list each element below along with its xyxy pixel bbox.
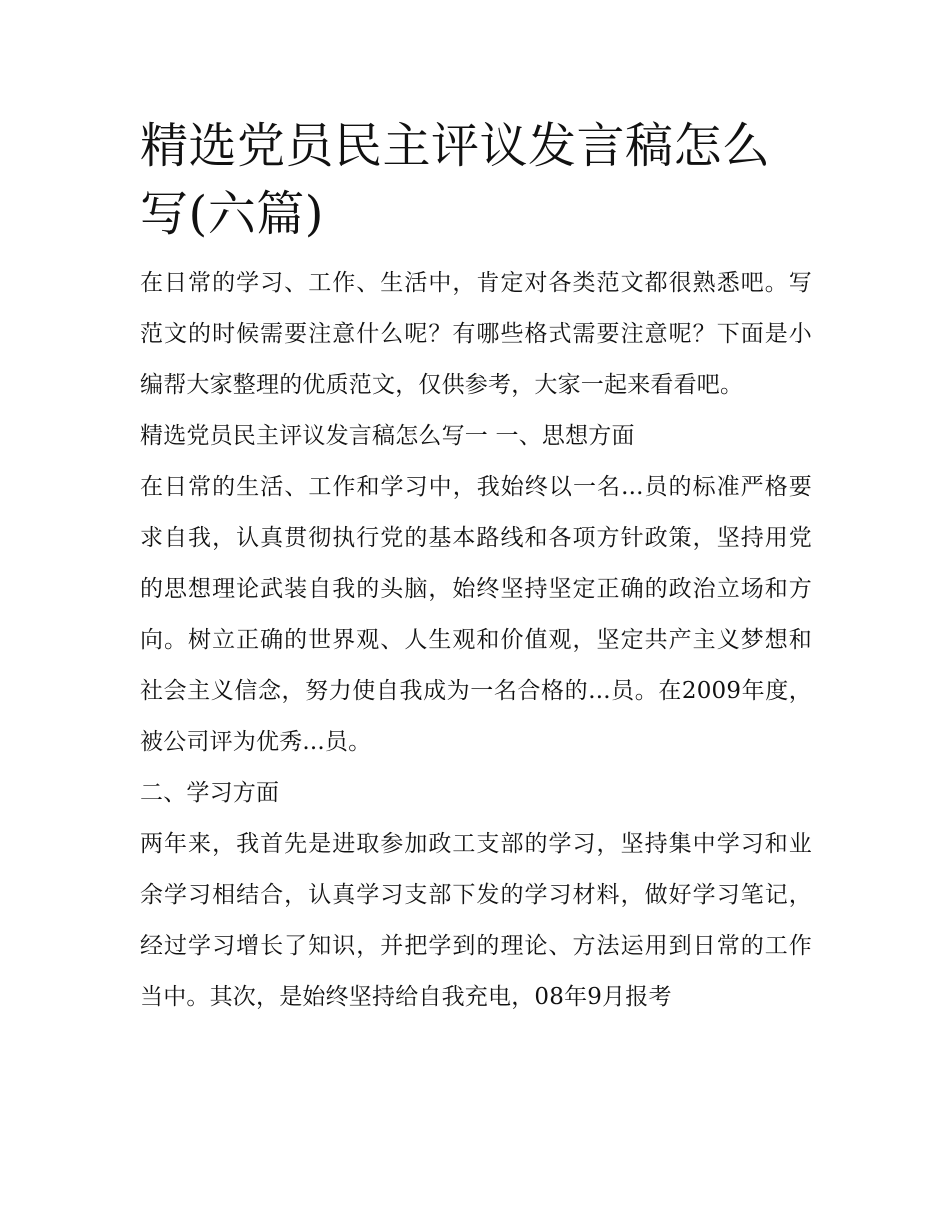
section-heading-thought: 精选党员民主评议发言稿怎么写一 一、思想方面: [140, 423, 635, 449]
thought-paragraph: 在日常的生活、工作和学习中，我始终以一名...员的标准严格要求自我，认真贯彻执行党的基本路线和各项方针政策，坚持用党的思想理论武装自我的头脑，始终坚持坚定正确的政治立场和方向。树立正确的世界观、人生观和价值观，坚定共产主义梦想和社会主义信念，努力使自我成为一名合格的...员。在2009年度，被公司评为优秀...员。: [140, 474, 812, 755]
intro-paragraph: 在日常的学习、工作、生活中，肯定对各类范文都很熟悉吧。写范文的时候需要注意什么呢？有哪些格式需要注意呢？下面是小编帮大家整理的优质范文，仅供参考，大家一起来看看吧。: [140, 270, 812, 398]
document-body: [140, 112, 812, 1023]
study-paragraph: 两年来，我首先是进取参加政工支部的学习，坚持集中学习和业余学习相结合，认真学习支部下发的学习材料，做好学习笔记，经过学习增长了知识，并把学到的理论、方法运用到日常的工作当中。其次，是始终坚持给自我充电，08年9月报考: [140, 831, 812, 1010]
section-heading-study: 二、学习方面: [140, 780, 280, 806]
document-title: 精选党员民主评议发言稿怎么写(六篇): [140, 118, 771, 242]
